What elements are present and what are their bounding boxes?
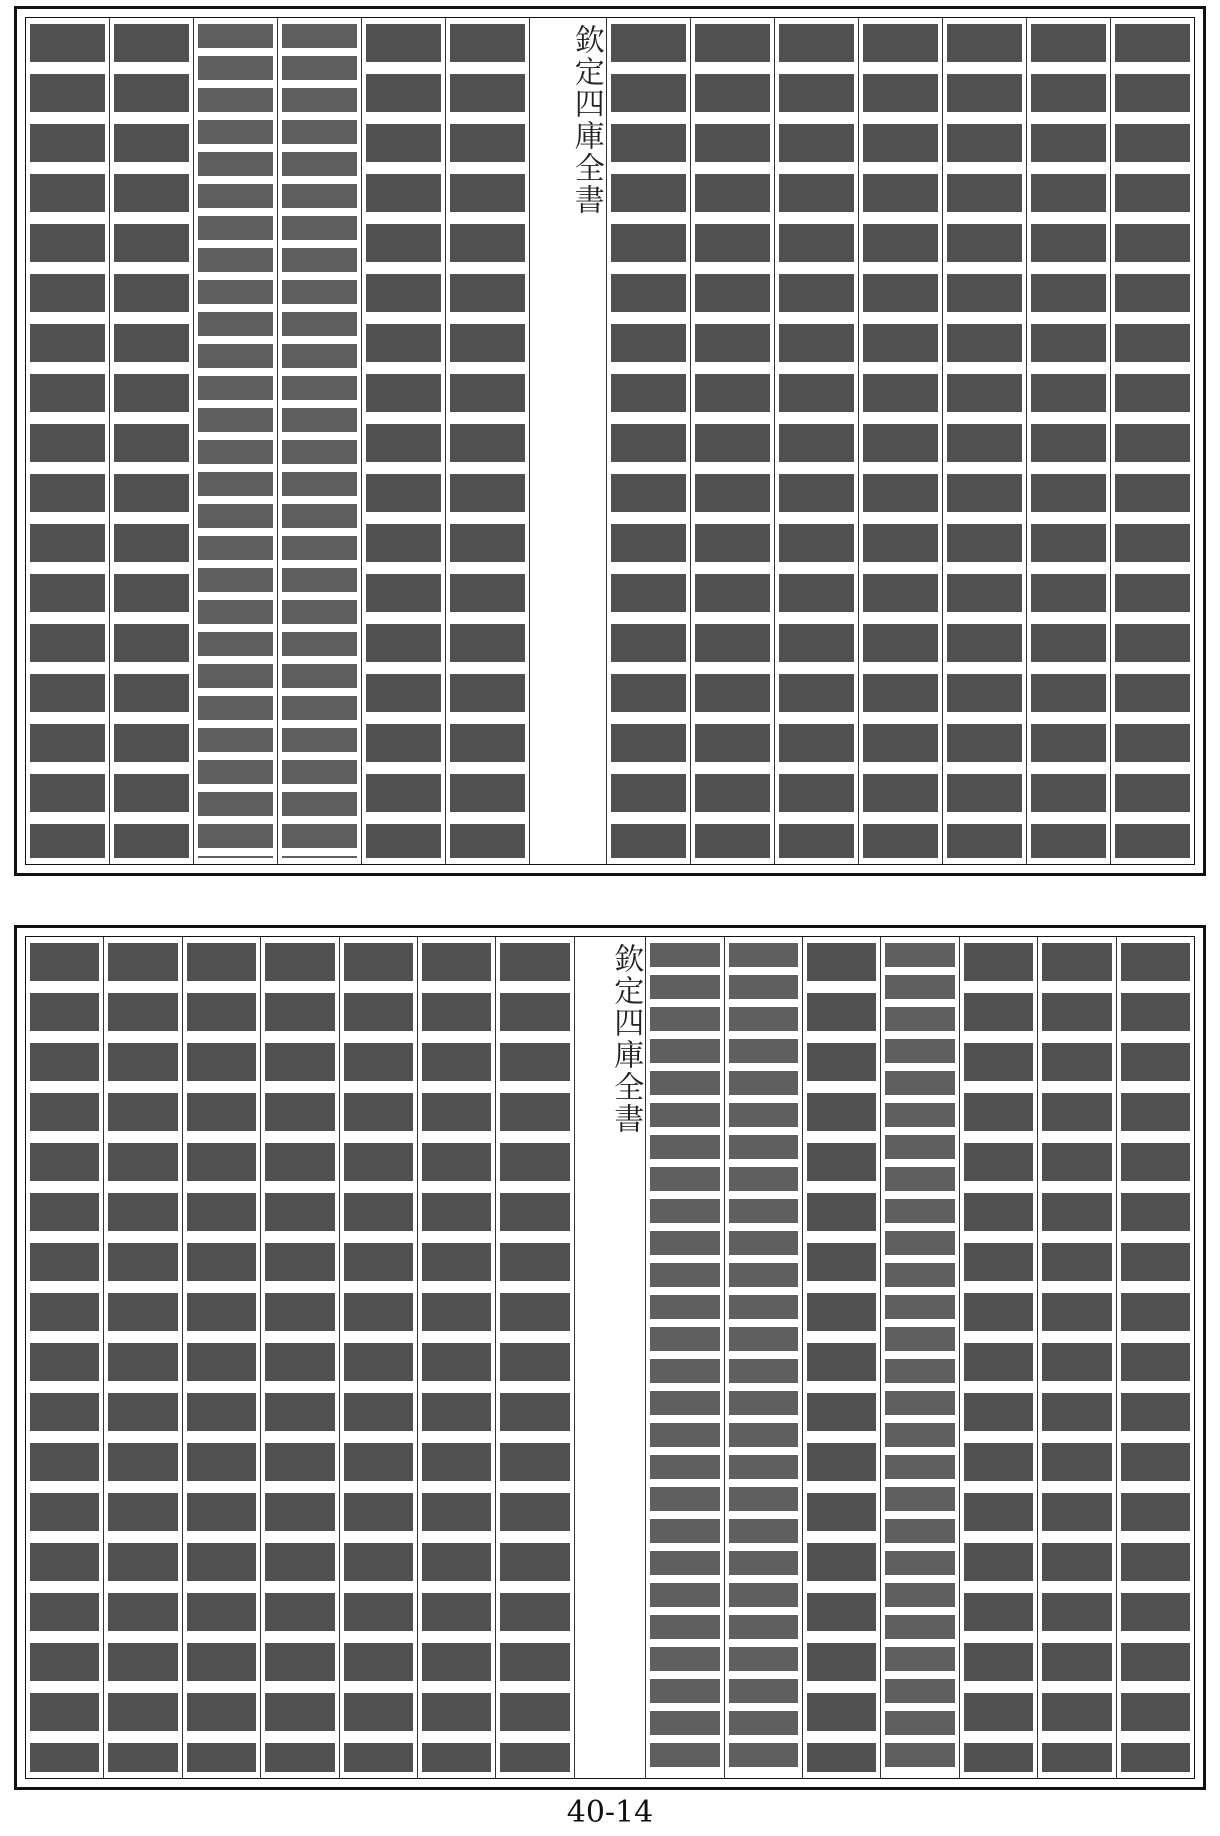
text-frame-bottom (25, 936, 1195, 1779)
text-column (339, 937, 417, 1778)
text-column (417, 937, 495, 1778)
center-margin-column (574, 937, 645, 1778)
center-title: 欽定四庫全書 (568, 24, 604, 216)
page-top (14, 6, 1206, 876)
text-column (774, 18, 858, 864)
text-column (260, 937, 338, 1778)
text-frame-top (25, 17, 1195, 865)
text-column (182, 937, 260, 1778)
text-column (1037, 937, 1115, 1778)
text-column (26, 18, 109, 864)
text-column (495, 937, 573, 1778)
text-column (942, 18, 1026, 864)
text-column (645, 937, 723, 1778)
text-column (1116, 937, 1194, 1778)
text-column (880, 937, 958, 1778)
text-column (103, 937, 181, 1778)
text-column (858, 18, 942, 864)
text-column (361, 18, 445, 864)
center-title: 欽定四庫全書 (608, 943, 644, 1135)
text-column (802, 937, 880, 1778)
text-column (1110, 18, 1194, 864)
text-column (690, 18, 774, 864)
page-bottom (14, 925, 1206, 1790)
text-column (26, 937, 103, 1778)
text-column (724, 937, 802, 1778)
text-column (277, 18, 361, 864)
center-margin-column (529, 18, 606, 864)
text-column (959, 937, 1037, 1778)
text-column (606, 18, 690, 864)
text-column (109, 18, 193, 864)
text-column (193, 18, 277, 864)
text-column (1026, 18, 1110, 864)
text-column (445, 18, 529, 864)
page-number: 40-14 (566, 1795, 654, 1830)
